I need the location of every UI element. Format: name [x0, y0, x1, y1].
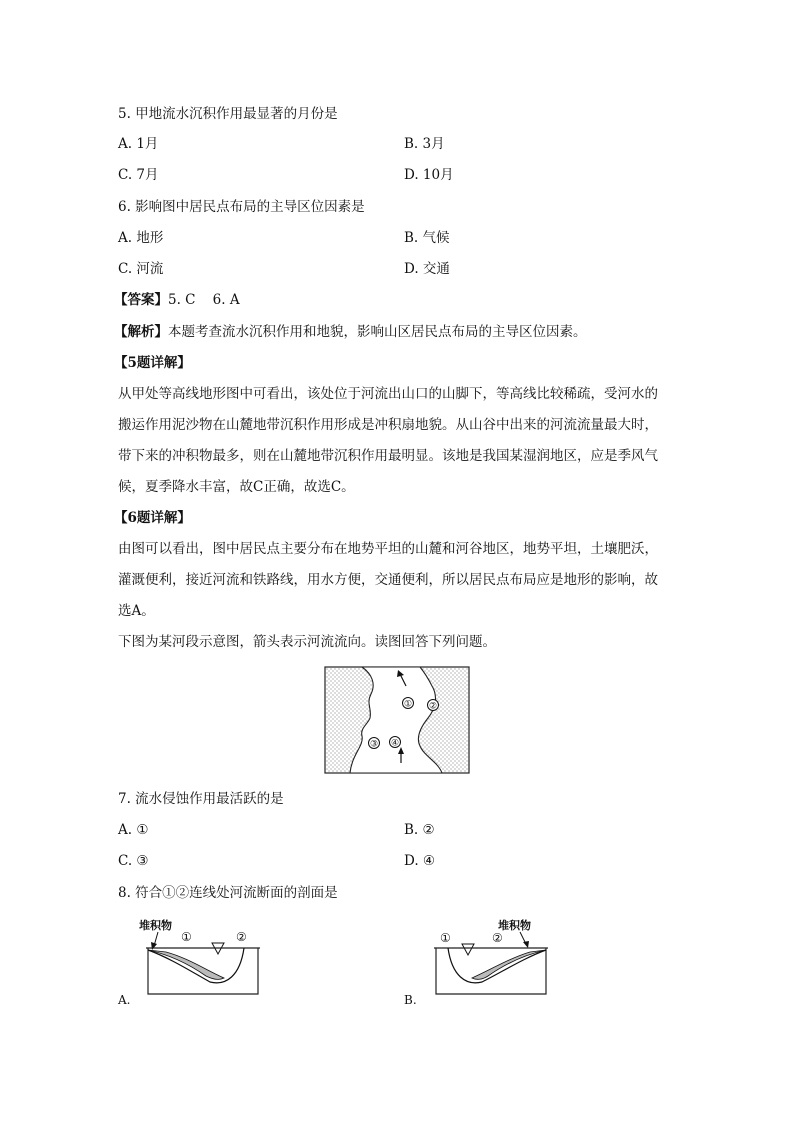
q7-option-c[interactable]: C. ③: [118, 853, 149, 869]
q6-option-c[interactable]: C. 河流: [118, 261, 164, 277]
detail6-label: 【6题详解】: [114, 510, 191, 526]
q7-option-b[interactable]: B. ②: [404, 822, 435, 838]
q5-option-a[interactable]: A. 1月: [118, 136, 159, 152]
answer-text: 5. C 6. A: [168, 292, 240, 308]
detail6-line-2: 灌溉便利，接近河流和铁路线，用水方便，交通便利，所以居民点布局应是地形的影响，故: [118, 572, 658, 588]
marker-1-text: ①: [403, 699, 413, 710]
marker-3-text: ③: [369, 739, 379, 750]
q7-option-d[interactable]: D. ④: [404, 853, 436, 869]
detail6-line-3: 选A。: [118, 603, 155, 619]
profile-a-marker-1: ①: [181, 930, 192, 944]
profile-b-deposit-label: 堆积物: [498, 919, 531, 932]
detail6-line-1: 由图可以看出，图中居民点主要分布在地势平坦的山麓和河谷地区，地势平坦，土壤肥沃，: [118, 541, 658, 557]
profile-a-marker-2: ②: [236, 930, 247, 944]
q8-stem: 8. 符合①②连线处河流断面的剖面是: [118, 885, 338, 901]
answer-label: 【答案】: [114, 292, 168, 308]
marker-3: [369, 738, 380, 750]
q5-stem: 5. 甲地流水沉积作用最显著的月份是: [118, 106, 338, 122]
profile-a-deposit-label: 堆积物: [139, 919, 172, 932]
profile-b-marker-1: ①: [440, 931, 451, 945]
analysis-line: [114, 322, 587, 342]
analysis-text: 本题考查流水沉积作用和地貌，影响山区居民点布局的主导区位因素。: [168, 324, 587, 340]
q5-option-d[interactable]: D. 10月: [404, 167, 454, 183]
marker-2: [428, 700, 439, 712]
q7-stem: 7. 流水侵蚀作用最活跃的是: [118, 791, 284, 807]
profile-b-caption[interactable]: B.: [404, 993, 417, 1007]
q6-option-b[interactable]: B. 气候: [404, 230, 450, 246]
marker-1: [403, 698, 414, 710]
profile-b-water-symbol: [462, 944, 474, 955]
marker-2-text: ②: [428, 701, 438, 712]
answer-line: [114, 290, 240, 310]
q6-option-d[interactable]: D. 交通: [404, 261, 450, 277]
marker-4: [390, 737, 401, 749]
river-figure: [324, 666, 470, 774]
detail5-line-3: 带下来的冲积物最多，则在山麓地带沉积作用最明显。该地是我国某湿润地区，应是季风气: [118, 448, 658, 464]
analysis-label: 【解析】: [114, 324, 168, 340]
detail5-line-1: 从甲处等高线地形图中可看出，该处位于河流出山口的山脚下，等高线比较稀疏，受河水的: [118, 386, 658, 402]
detail5-line-2: 搬运作用泥沙物在山麓地带沉积作用形成是冲积扇地貌。从山谷中出来的河流流量最大时，: [118, 417, 658, 433]
marker-4-text: ④: [390, 738, 400, 749]
q7-option-a[interactable]: A. ①: [118, 822, 149, 838]
q5-option-c[interactable]: C. 7月: [118, 167, 159, 183]
q6-stem: 6. 影响图中居民点布局的主导区位因素是: [118, 199, 365, 215]
profile-a-figure[interactable]: [136, 914, 266, 1000]
profile-a-caption[interactable]: A.: [118, 993, 131, 1007]
detail5-line-4: 候，夏季降水丰富，故C正确，故选C。: [118, 479, 355, 495]
detail5-label: 【5题详解】: [114, 355, 191, 371]
profile-b-marker-2: ②: [492, 931, 503, 945]
profile-b-figure[interactable]: [428, 914, 558, 1000]
q5-option-b[interactable]: B. 3月: [404, 136, 445, 152]
river-intro: 下图为某河段示意图，箭头表示河流流向。读图回答下列问题。: [118, 634, 496, 650]
q6-option-a[interactable]: A. 地形: [118, 230, 164, 246]
